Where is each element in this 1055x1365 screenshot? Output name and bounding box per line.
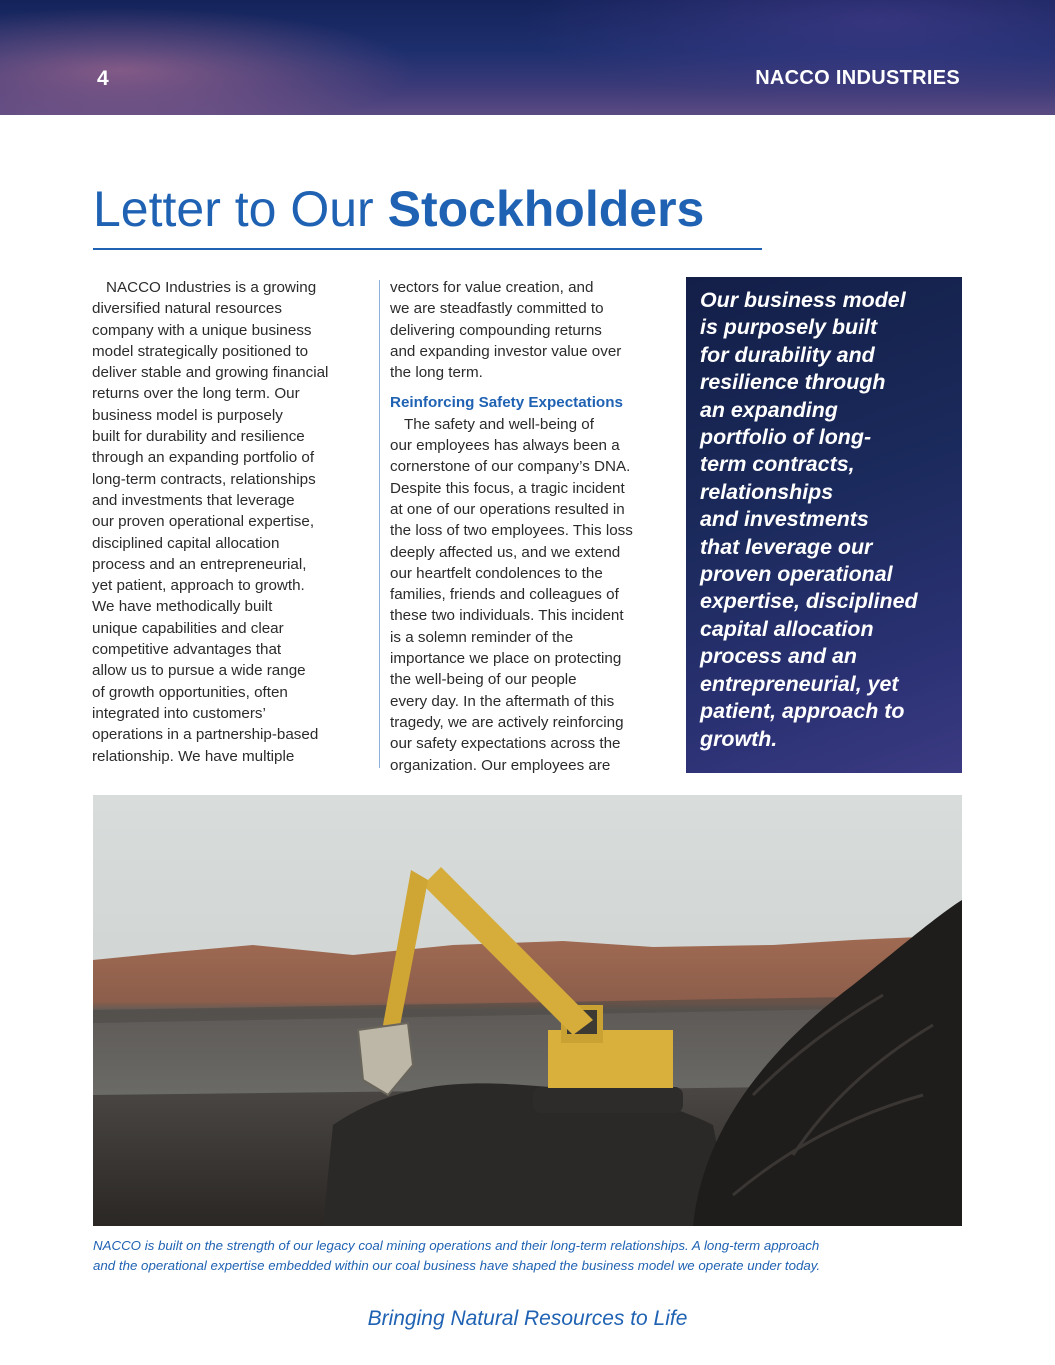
page-number: 4 [97,67,109,90]
header-band [0,0,1055,115]
continuation-paragraph: vectors for value creation, and we are steadfastly committed to delivering compounding returns and expanding investor value over the long term. [390,279,622,382]
photo-caption: NACCO is built on the strength of our legacy coal mining operations and their long-term relationships. A long-term approach and the operational expertise embedded within our coal business have shaped the business model we operate under today. [93,1238,821,1273]
title-bold: Stockholders [387,181,705,237]
title-underline [93,248,762,250]
company-name: NACCO INDUSTRIES [755,67,960,89]
text-column-2 [390,277,672,776]
safety-paragraph: The safety and well-being of our employees has always been a cornerstone of our company’s DNA. Despite this focus, a tragic incident at one of our operations resulted in the loss of two employees. This loss deeply affected us, and we extend our heartfelt condolences to the families, friends and colleagues of these two individuals. This incident is a solemn reminder of the importance we place on protecting the well-being of our people every day. In the aftermath of this tragedy, we are actively reinforcing our safety expectations across the organization. Our employees are [390,415,633,774]
section-subheading: Reinforcing Safety Expectations [390,394,623,412]
pull-quote-text: Our business model is purposely built for durability and resilience through an expanding portfolio of long- term contracts, relationships and investments that leverage our proven operational expertise, disciplined capital allocation process and an entrepreneurial, yet patient, approach to growth. [700,288,918,751]
column-divider [379,280,380,768]
pull-quote-box [686,277,962,773]
intro-paragraph: NACCO Industries is a growing diversified natural resources company with a unique business model strategically positioned to deliver stable and growing financial returns over the long term. Our business model is purposely built for durability and resilience through an expanding portfolio of long-term contracts, relationships and investments that leverage our proven operational expertise, disciplined capital allocation process and an entrepreneurial, yet patient, approach to growth. We have methodically built unique capabilities and clear competitive advantages that allow us to pursue a wide range of growth opportunities, often integrated into customers’ operations in a partnership-based relationship. We have multiple [92,279,329,765]
excavator-tracks [533,1087,683,1113]
footer-tagline: Bringing Natural Resources to Life [367,1307,688,1330]
title-light: Letter to Our [93,181,388,237]
mine-illustration [93,795,962,1226]
text-column-1 [92,277,376,767]
excavator-mine-photo [93,795,962,1226]
page-title [93,180,704,238]
